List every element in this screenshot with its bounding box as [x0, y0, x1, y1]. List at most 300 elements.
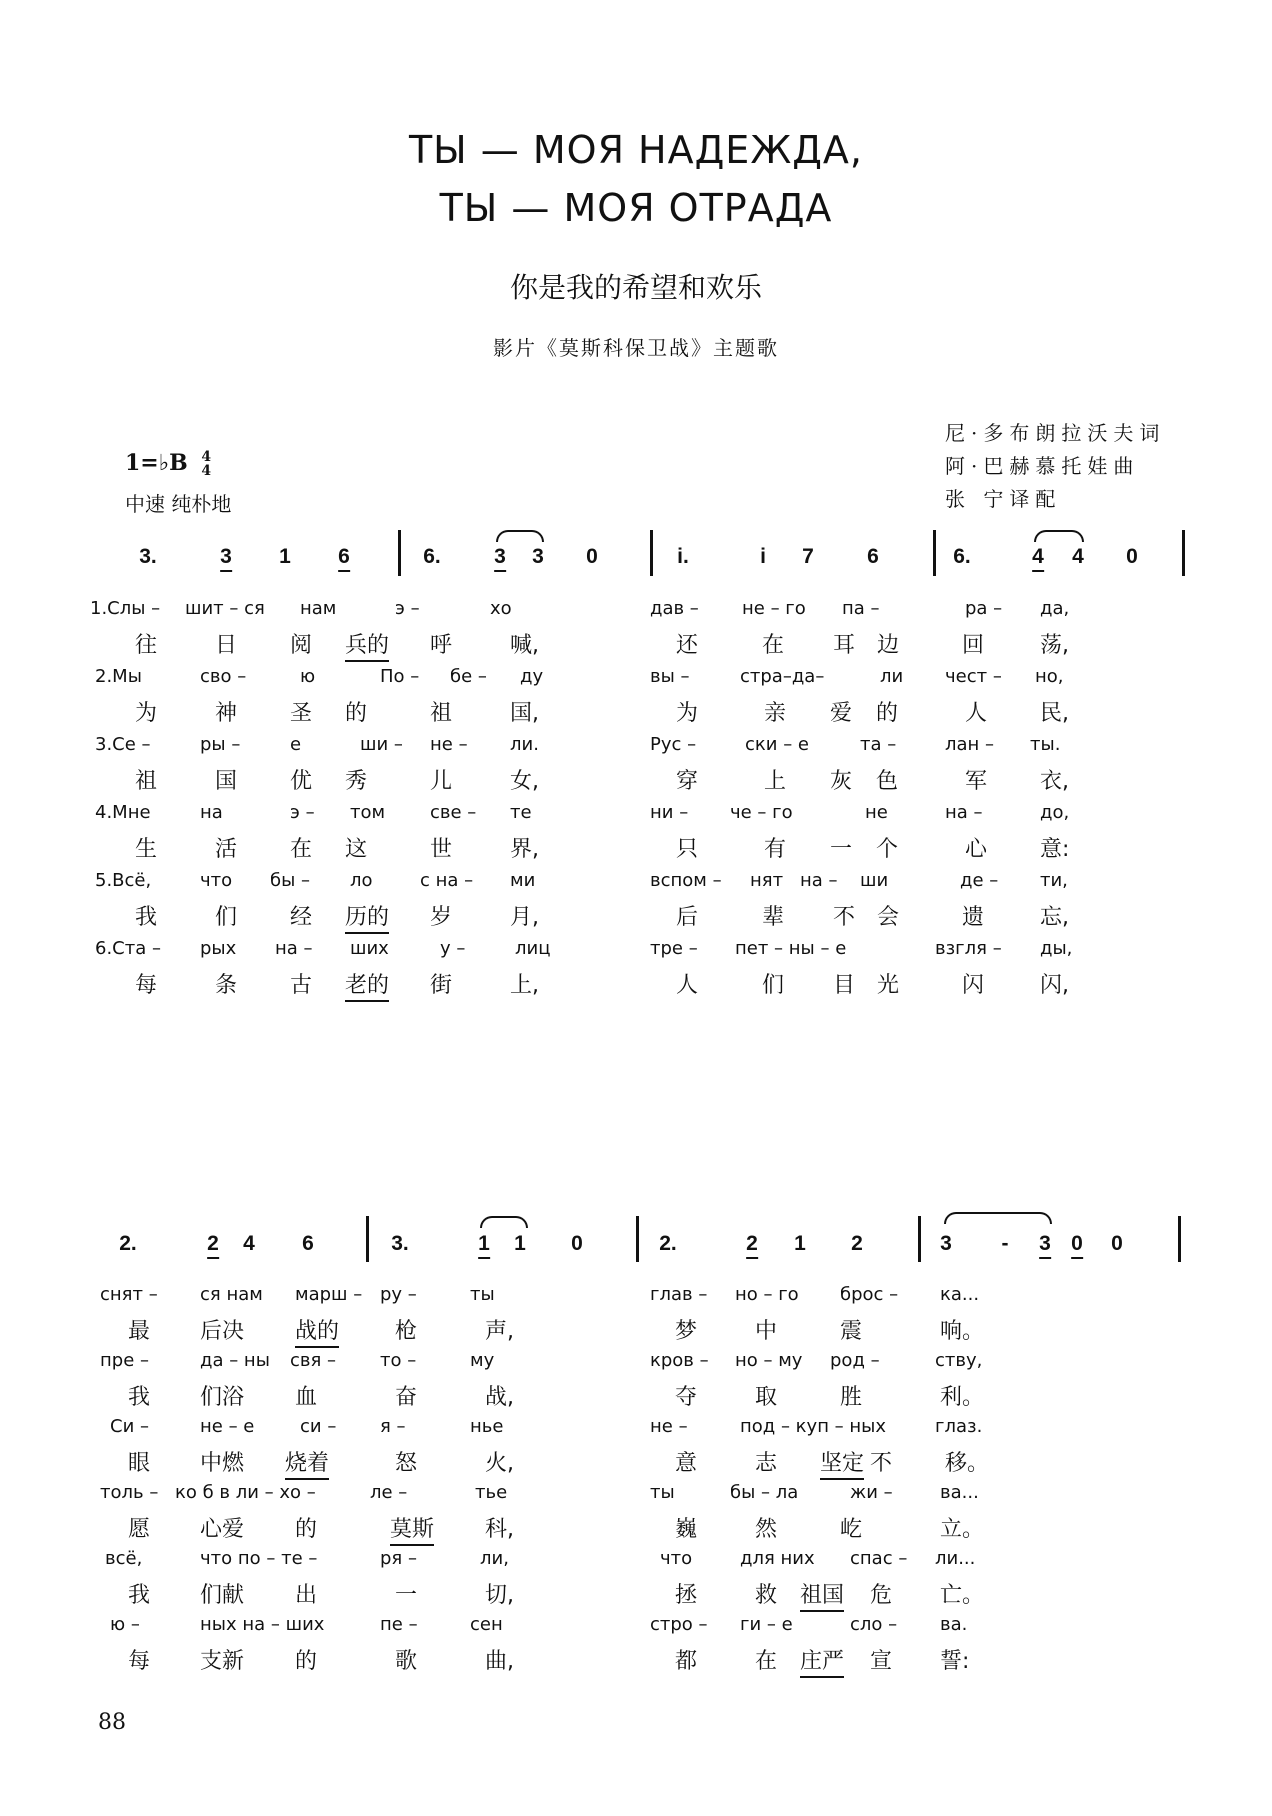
lyric-cn: 边 [877, 633, 900, 658]
lyric-cn: 在 [762, 633, 785, 658]
lyric-ru: толь – [100, 1482, 159, 1503]
jianpu-note: 1 [478, 1232, 490, 1259]
lyric-ru: что [200, 870, 233, 891]
lyric-cn: 的 [876, 701, 899, 726]
lyric-ru: что [660, 1548, 693, 1569]
jianpu-note: 6 [302, 1232, 314, 1255]
lyric-cn: 优 [290, 769, 313, 794]
lyric-ru: па – [842, 598, 880, 619]
lyric-cn: 的 [345, 701, 368, 726]
tie-arc [944, 1212, 1052, 1224]
lyric-ru: марш – [295, 1284, 363, 1305]
lyric-cn: 们献 [200, 1583, 245, 1608]
lyric-ru: кров – [650, 1350, 709, 1371]
lyric-cn: 我 [128, 1385, 151, 1410]
lyric-cn: 愿 [128, 1517, 151, 1542]
lyric-ru: ши [860, 870, 889, 891]
lyric-cn: 怒 [395, 1451, 418, 1476]
lyric-cn: 一 [395, 1583, 418, 1608]
lyric-cn: 界, [510, 837, 539, 862]
lyric-cn: 经 [290, 905, 313, 930]
lyric-cn: 回 [962, 633, 985, 658]
lyric-cn: 都 [675, 1649, 698, 1674]
lyric-ru: всё, [105, 1548, 143, 1569]
lyric-cn: 为 [135, 701, 158, 726]
jianpu-note: 3. [391, 1232, 409, 1255]
lyric-ru: не – [430, 734, 468, 755]
lyric-cn: 屹 [840, 1517, 863, 1542]
lyric-ru: но – го [735, 1284, 799, 1305]
lyric-cn: 历的 [345, 900, 389, 934]
lyric-ru: лан – [945, 734, 995, 755]
jianpu-note: 2 [746, 1232, 758, 1259]
tempo-marking: 中速 纯朴地 [125, 492, 232, 516]
lyric-ru: ли. [510, 734, 539, 755]
lyric-ru: стра–да– [740, 666, 825, 687]
lyric-cn: 祖 [135, 769, 158, 794]
time-signature [201, 450, 211, 478]
lyric-cn: 声, [485, 1319, 514, 1344]
lyric-ru: сен [470, 1614, 503, 1635]
lyric-ru: ши – [360, 734, 403, 755]
lyric-ru: 3.Се – [95, 734, 151, 755]
lyric-cn: 后 [676, 905, 699, 930]
lyric-cn: 后决 [200, 1319, 245, 1344]
barline [650, 530, 653, 576]
barline [933, 530, 936, 576]
lyric-ru: сло – [850, 1614, 898, 1635]
lyric-ru: ва... [940, 1482, 979, 1503]
jianpu-note: i. [677, 545, 689, 568]
jianpu-note: 0 [1126, 545, 1138, 568]
lyric-cn: 中 [755, 1319, 778, 1344]
lyric-ru: шит – ся [185, 598, 265, 619]
lyric-cn: 这 [345, 837, 368, 862]
lyric-ru: под – куп – ных [740, 1416, 887, 1437]
lyric-ru: но, [1035, 666, 1064, 687]
lyric-ru: на – [275, 938, 313, 959]
lyric-ru: пет – ны – е [735, 938, 847, 959]
lyric-cn: 切, [485, 1583, 514, 1608]
lyric-cn: 爱 [830, 701, 853, 726]
lyric-cn: 呼 [430, 633, 453, 658]
lyric-ru: на – [945, 802, 983, 823]
lyric-cn: 为 [676, 701, 699, 726]
lyric-ru: ски – е [745, 734, 809, 755]
jianpu-note: 2. [659, 1232, 677, 1255]
lyric-ru: 1.Слы – [90, 598, 161, 619]
lyric-ru: но – му [735, 1350, 803, 1371]
lyric-cn: 国 [215, 769, 238, 794]
lyric-cn: 个 [876, 837, 899, 862]
jianpu-note: 0 [586, 545, 598, 568]
lyricist-credit: 尼·多布朗拉沃夫词 [945, 421, 1166, 445]
lyric-cn: 民, [1040, 701, 1069, 726]
lyric-cn: 日 [215, 633, 238, 658]
lyric-cn: 然 [755, 1517, 778, 1542]
lyric-cn: 街 [430, 973, 453, 998]
lyric-ru: ся нам [200, 1284, 263, 1305]
lyric-cn: 在 [290, 837, 313, 862]
lyric-cn: 目 [833, 973, 856, 998]
lyric-cn: 胜 [840, 1385, 863, 1410]
lyric-ru: ли, [480, 1548, 509, 1569]
lyric-ru: ги – е [740, 1614, 793, 1635]
lyric-cn: 军 [965, 769, 988, 794]
lyric-cn: 往 [135, 633, 158, 658]
lyric-ru: до, [1040, 802, 1070, 823]
lyric-cn: 科, [485, 1517, 514, 1542]
jianpu-note: 0 [571, 1232, 583, 1255]
jianpu-note: 3 [494, 545, 506, 572]
page-number: 88 [98, 1710, 126, 1735]
lyric-cn: 闪 [962, 973, 985, 998]
lyric-cn: 奋 [395, 1385, 418, 1410]
lyric-cn: 巍 [675, 1517, 698, 1542]
lyric-cn: 心爱 [200, 1517, 245, 1542]
jianpu-note: 6 [867, 545, 879, 568]
lyric-cn: 血 [295, 1385, 318, 1410]
lyric-ru: ю – [110, 1614, 140, 1635]
jianpu-note: 4 [1072, 545, 1084, 568]
jianpu-note: 3 [1039, 1232, 1051, 1259]
lyric-ru: Си – [110, 1416, 149, 1437]
jianpu-note: i [760, 545, 766, 568]
jianpu-note: 1 [514, 1232, 526, 1255]
lyric-cn: 条 [215, 973, 238, 998]
lyric-cn: 们 [215, 905, 238, 930]
lyric-ru: ря – [380, 1548, 417, 1569]
lyric-ru: что по – те – [200, 1548, 318, 1569]
lyric-cn: 心 [965, 837, 988, 862]
lyric-ru: спас – [850, 1548, 908, 1569]
lyric-ru: ты [650, 1482, 675, 1503]
lyric-ru: е [290, 734, 302, 755]
lyric-ru: та – [860, 734, 897, 755]
lyric-cn: 我 [135, 905, 158, 930]
chinese-subtitle: 你是我的希望和欢乐 [509, 271, 762, 304]
lyric-ru: ших [350, 938, 389, 959]
lyric-cn: 战的 [295, 1314, 339, 1348]
lyric-cn: 夺 [675, 1385, 698, 1410]
lyric-ru: том [350, 802, 386, 823]
barline [366, 1216, 369, 1262]
lyric-ru: для них [740, 1548, 815, 1569]
lyric-cn: 女, [510, 769, 539, 794]
lyric-cn: 亲 [764, 701, 787, 726]
lyric-ru: те [510, 802, 532, 823]
lyric-ru: рых [200, 938, 237, 959]
lyric-cn: 取 [755, 1385, 778, 1410]
song-title-line2: ТЫ — МОЯ ОТРАДА [439, 186, 833, 230]
lyric-cn: 拯 [675, 1583, 698, 1608]
lyric-ru: ству, [935, 1350, 983, 1371]
lyric-cn: 利。 [940, 1385, 985, 1410]
jianpu-note: 7 [802, 545, 814, 568]
lyric-ru: че – го [730, 802, 793, 823]
lyric-ru: чест – [945, 666, 1002, 687]
lyric-cn: 支新 [200, 1649, 245, 1674]
lyric-cn: 不 [870, 1451, 893, 1476]
lyric-cn: 荡, [1040, 633, 1069, 658]
lyric-cn: 月, [510, 905, 539, 930]
lyric-cn: 耳 [833, 633, 856, 658]
jianpu-note: 2 [207, 1232, 219, 1259]
lyric-cn: 意 [675, 1451, 698, 1476]
lyric-cn: 坚定 [820, 1446, 864, 1480]
lyric-ru: да, [1040, 598, 1070, 619]
lyric-cn: 还 [676, 633, 699, 658]
lyric-ru: то – [380, 1350, 417, 1371]
jianpu-note: 3 [532, 545, 544, 568]
lyric-ru: ло [350, 870, 373, 891]
lyric-ru: лиц [515, 938, 551, 959]
lyric-ru: По – [380, 666, 420, 687]
lyric-cn: 世 [430, 837, 453, 862]
lyric-ru: не – е [200, 1416, 255, 1437]
lyric-ru: пе – [380, 1614, 418, 1635]
lyric-cn: 眼 [128, 1451, 151, 1476]
lyric-ru: ми [510, 870, 536, 891]
lyric-cn: 战, [485, 1385, 514, 1410]
lyric-cn: 秀 [345, 769, 368, 794]
lyric-ru: 2.Мы [95, 666, 142, 687]
lyric-ru: ти, [1040, 870, 1068, 891]
lyric-ru: 6.Ста – [95, 938, 161, 959]
lyric-ru: бы – [270, 870, 311, 891]
lyric-cn: 们 [762, 973, 785, 998]
lyric-cn: 有 [764, 837, 787, 862]
jianpu-note: 4 [1032, 545, 1044, 572]
lyric-ru: да – ны [200, 1350, 270, 1371]
lyric-ru: э – [395, 598, 420, 619]
lyric-ru: ю [300, 666, 316, 687]
lyric-ru: с на – [420, 870, 474, 891]
lyric-cn: 圣 [290, 701, 313, 726]
lyric-ru: ных на – ших [200, 1614, 325, 1635]
lyric-ru: ды, [1040, 938, 1073, 959]
lyric-ru: ра – [965, 598, 1003, 619]
lyric-cn: 一 [830, 837, 853, 862]
lyric-cn: 庄严 [800, 1644, 844, 1678]
lyric-cn: 人 [676, 973, 699, 998]
lyric-ru: ду [520, 666, 544, 687]
barline [918, 1216, 921, 1262]
lyric-ru: на [200, 802, 223, 823]
lyric-ru: стро – [650, 1614, 708, 1635]
lyric-cn: 危 [870, 1583, 893, 1608]
lyric-cn: 人 [965, 701, 988, 726]
lyric-ru: де – [960, 870, 999, 891]
lyric-cn: 闪, [1040, 973, 1069, 998]
lyric-cn: 我 [128, 1583, 151, 1608]
lyric-ru: све – [430, 802, 477, 823]
lyric-ru: свя – [290, 1350, 337, 1371]
lyric-cn: 古 [290, 973, 313, 998]
lyric-ru: нам [300, 598, 337, 619]
lyric-ru: ты. [1030, 734, 1061, 755]
lyric-ru: на – [800, 870, 838, 891]
lyric-cn: 出 [295, 1583, 318, 1608]
lyric-cn: 国, [510, 701, 539, 726]
lyric-cn: 活 [215, 837, 238, 862]
song-title-line1: ТЫ — МОЯ НАДЕЖДА, [408, 128, 864, 172]
lyric-cn: 中燃 [200, 1451, 245, 1476]
lyric-cn: 最 [128, 1319, 151, 1344]
lyric-ru: бы – ла [730, 1482, 799, 1503]
lyric-ru: не [865, 802, 888, 823]
barline [1182, 530, 1185, 576]
key-signature [125, 450, 211, 478]
lyric-cn: 岁 [430, 905, 453, 930]
lyric-ru: му [470, 1350, 495, 1371]
lyric-cn: 穿 [676, 769, 699, 794]
lyric-ru: пре – [100, 1350, 149, 1371]
lyric-ru: бе – [450, 666, 487, 687]
lyric-cn: 生 [135, 837, 158, 862]
lyric-ru: ко б в ли – хо – [175, 1482, 316, 1503]
lyric-cn: 遗 [962, 905, 985, 930]
lyric-ru: си – [300, 1416, 337, 1437]
barline [398, 530, 401, 576]
lyric-cn: 只 [676, 837, 699, 862]
time-bottom: 4 [201, 463, 212, 479]
tie-arc [480, 1216, 528, 1228]
lyric-cn: 立。 [940, 1517, 985, 1542]
lyric-cn: 光 [877, 973, 900, 998]
lyric-ru: тье [475, 1482, 508, 1503]
lyric-cn: 辈 [762, 905, 785, 930]
lyric-ru: у – [440, 938, 466, 959]
key-label: 1=♭B [125, 450, 188, 476]
lyric-ru: хо [490, 598, 512, 619]
composer-credit: 阿·巴赫慕托娃曲 [945, 454, 1140, 478]
jianpu-note: 3. [139, 545, 157, 568]
lyric-cn: 祖国 [800, 1578, 844, 1612]
jianpu-note: 6. [423, 545, 441, 568]
lyric-ru: нье [470, 1416, 504, 1437]
lyric-cn: 上 [764, 769, 787, 794]
lyric-ru: ле – [370, 1482, 408, 1503]
lyric-ru: род – [830, 1350, 880, 1371]
lyric-cn: 喊, [510, 633, 539, 658]
lyric-cn: 意: [1040, 837, 1070, 862]
lyric-ru: нят [750, 870, 784, 891]
jianpu-note: 2. [119, 1232, 137, 1255]
lyric-cn: 们浴 [200, 1385, 245, 1410]
lyric-ru: ва. [940, 1614, 968, 1635]
lyric-cn: 的 [295, 1517, 318, 1542]
lyric-ru: вспом – [650, 870, 722, 891]
lyric-cn: 亡。 [940, 1583, 985, 1608]
lyric-cn: 震 [840, 1319, 863, 1344]
lyric-cn: 会 [877, 905, 900, 930]
lyric-cn: 曲, [485, 1649, 514, 1674]
jianpu-note: 6 [338, 545, 350, 572]
film-note: 影片《莫斯科保卫战》主题歌 [493, 336, 779, 360]
lyric-ru: э – [290, 802, 315, 823]
jianpu-note: 3 [940, 1232, 952, 1255]
lyric-cn: 不 [833, 905, 856, 930]
lyric-ru: не – [650, 1416, 688, 1437]
lyric-ru: Рус – [650, 734, 697, 755]
lyric-ru: не – го [742, 598, 806, 619]
jianpu-note: 6. [953, 545, 971, 568]
lyric-cn: 祖 [430, 701, 453, 726]
lyric-cn: 火, [485, 1451, 514, 1476]
lyric-ru: ры – [200, 734, 241, 755]
lyric-cn: 誓: [940, 1649, 970, 1674]
lyric-ru: глав – [650, 1284, 708, 1305]
lyric-cn: 每 [135, 973, 158, 998]
lyric-cn: 的 [295, 1649, 318, 1674]
lyric-ru: жи – [850, 1482, 893, 1503]
tie-arc [1034, 530, 1084, 542]
lyric-ru: вы – [650, 666, 690, 687]
lyric-ru: 4.Мне [95, 802, 151, 823]
lyric-cn: 烧着 [285, 1446, 329, 1480]
translator-credit: 张 宁译配 [945, 487, 1062, 511]
tie-arc [496, 530, 544, 542]
jianpu-note: 2 [851, 1232, 863, 1255]
lyric-cn: 每 [128, 1649, 151, 1674]
lyric-ru: дав – [650, 598, 699, 619]
jianpu-note: 1 [279, 545, 291, 568]
jianpu-note: 3 [220, 545, 232, 572]
lyric-cn: 枪 [395, 1319, 418, 1344]
lyric-ru: тре – [650, 938, 698, 959]
barline [636, 1216, 639, 1262]
lyric-cn: 响。 [940, 1319, 985, 1344]
lyric-ru: ка... [940, 1284, 980, 1305]
jianpu-note: 0 [1071, 1232, 1083, 1259]
lyric-cn: 宣 [870, 1649, 893, 1674]
lyric-cn: 志 [755, 1451, 778, 1476]
jianpu-note: - [1001, 1232, 1009, 1255]
lyric-ru: взгля – [935, 938, 1002, 959]
lyric-cn: 衣, [1040, 769, 1069, 794]
lyric-ru: глаз. [935, 1416, 983, 1437]
lyric-cn: 神 [215, 701, 238, 726]
lyric-ru: ли... [935, 1548, 976, 1569]
lyric-cn: 梦 [675, 1319, 698, 1344]
lyric-cn: 在 [755, 1649, 778, 1674]
jianpu-note: 4 [243, 1232, 255, 1255]
lyric-ru: ли [880, 666, 904, 687]
lyric-ru: ты [470, 1284, 495, 1305]
lyric-ru: ру – [380, 1284, 417, 1305]
lyric-cn: 莫斯 [390, 1512, 434, 1546]
lyric-ru: снят – [100, 1284, 158, 1305]
lyric-cn: 歌 [395, 1649, 418, 1674]
lyric-cn: 上, [510, 973, 539, 998]
jianpu-note: 0 [1111, 1232, 1123, 1255]
lyric-ru: 5.Всё, [95, 870, 152, 891]
lyric-cn: 忘, [1040, 905, 1069, 930]
lyric-cn: 兵的 [345, 628, 389, 662]
lyric-cn: 老的 [345, 968, 389, 1002]
lyric-cn: 救 [755, 1583, 778, 1608]
lyric-cn: 移。 [945, 1451, 990, 1476]
lyric-ru: ни – [650, 802, 689, 823]
lyric-cn: 灰 [830, 769, 853, 794]
lyric-ru: брос – [840, 1284, 899, 1305]
jianpu-note: 1 [794, 1232, 806, 1255]
lyric-cn: 儿 [430, 769, 453, 794]
lyric-ru: сво – [200, 666, 247, 687]
barline [1178, 1216, 1181, 1262]
lyric-cn: 色 [876, 769, 899, 794]
